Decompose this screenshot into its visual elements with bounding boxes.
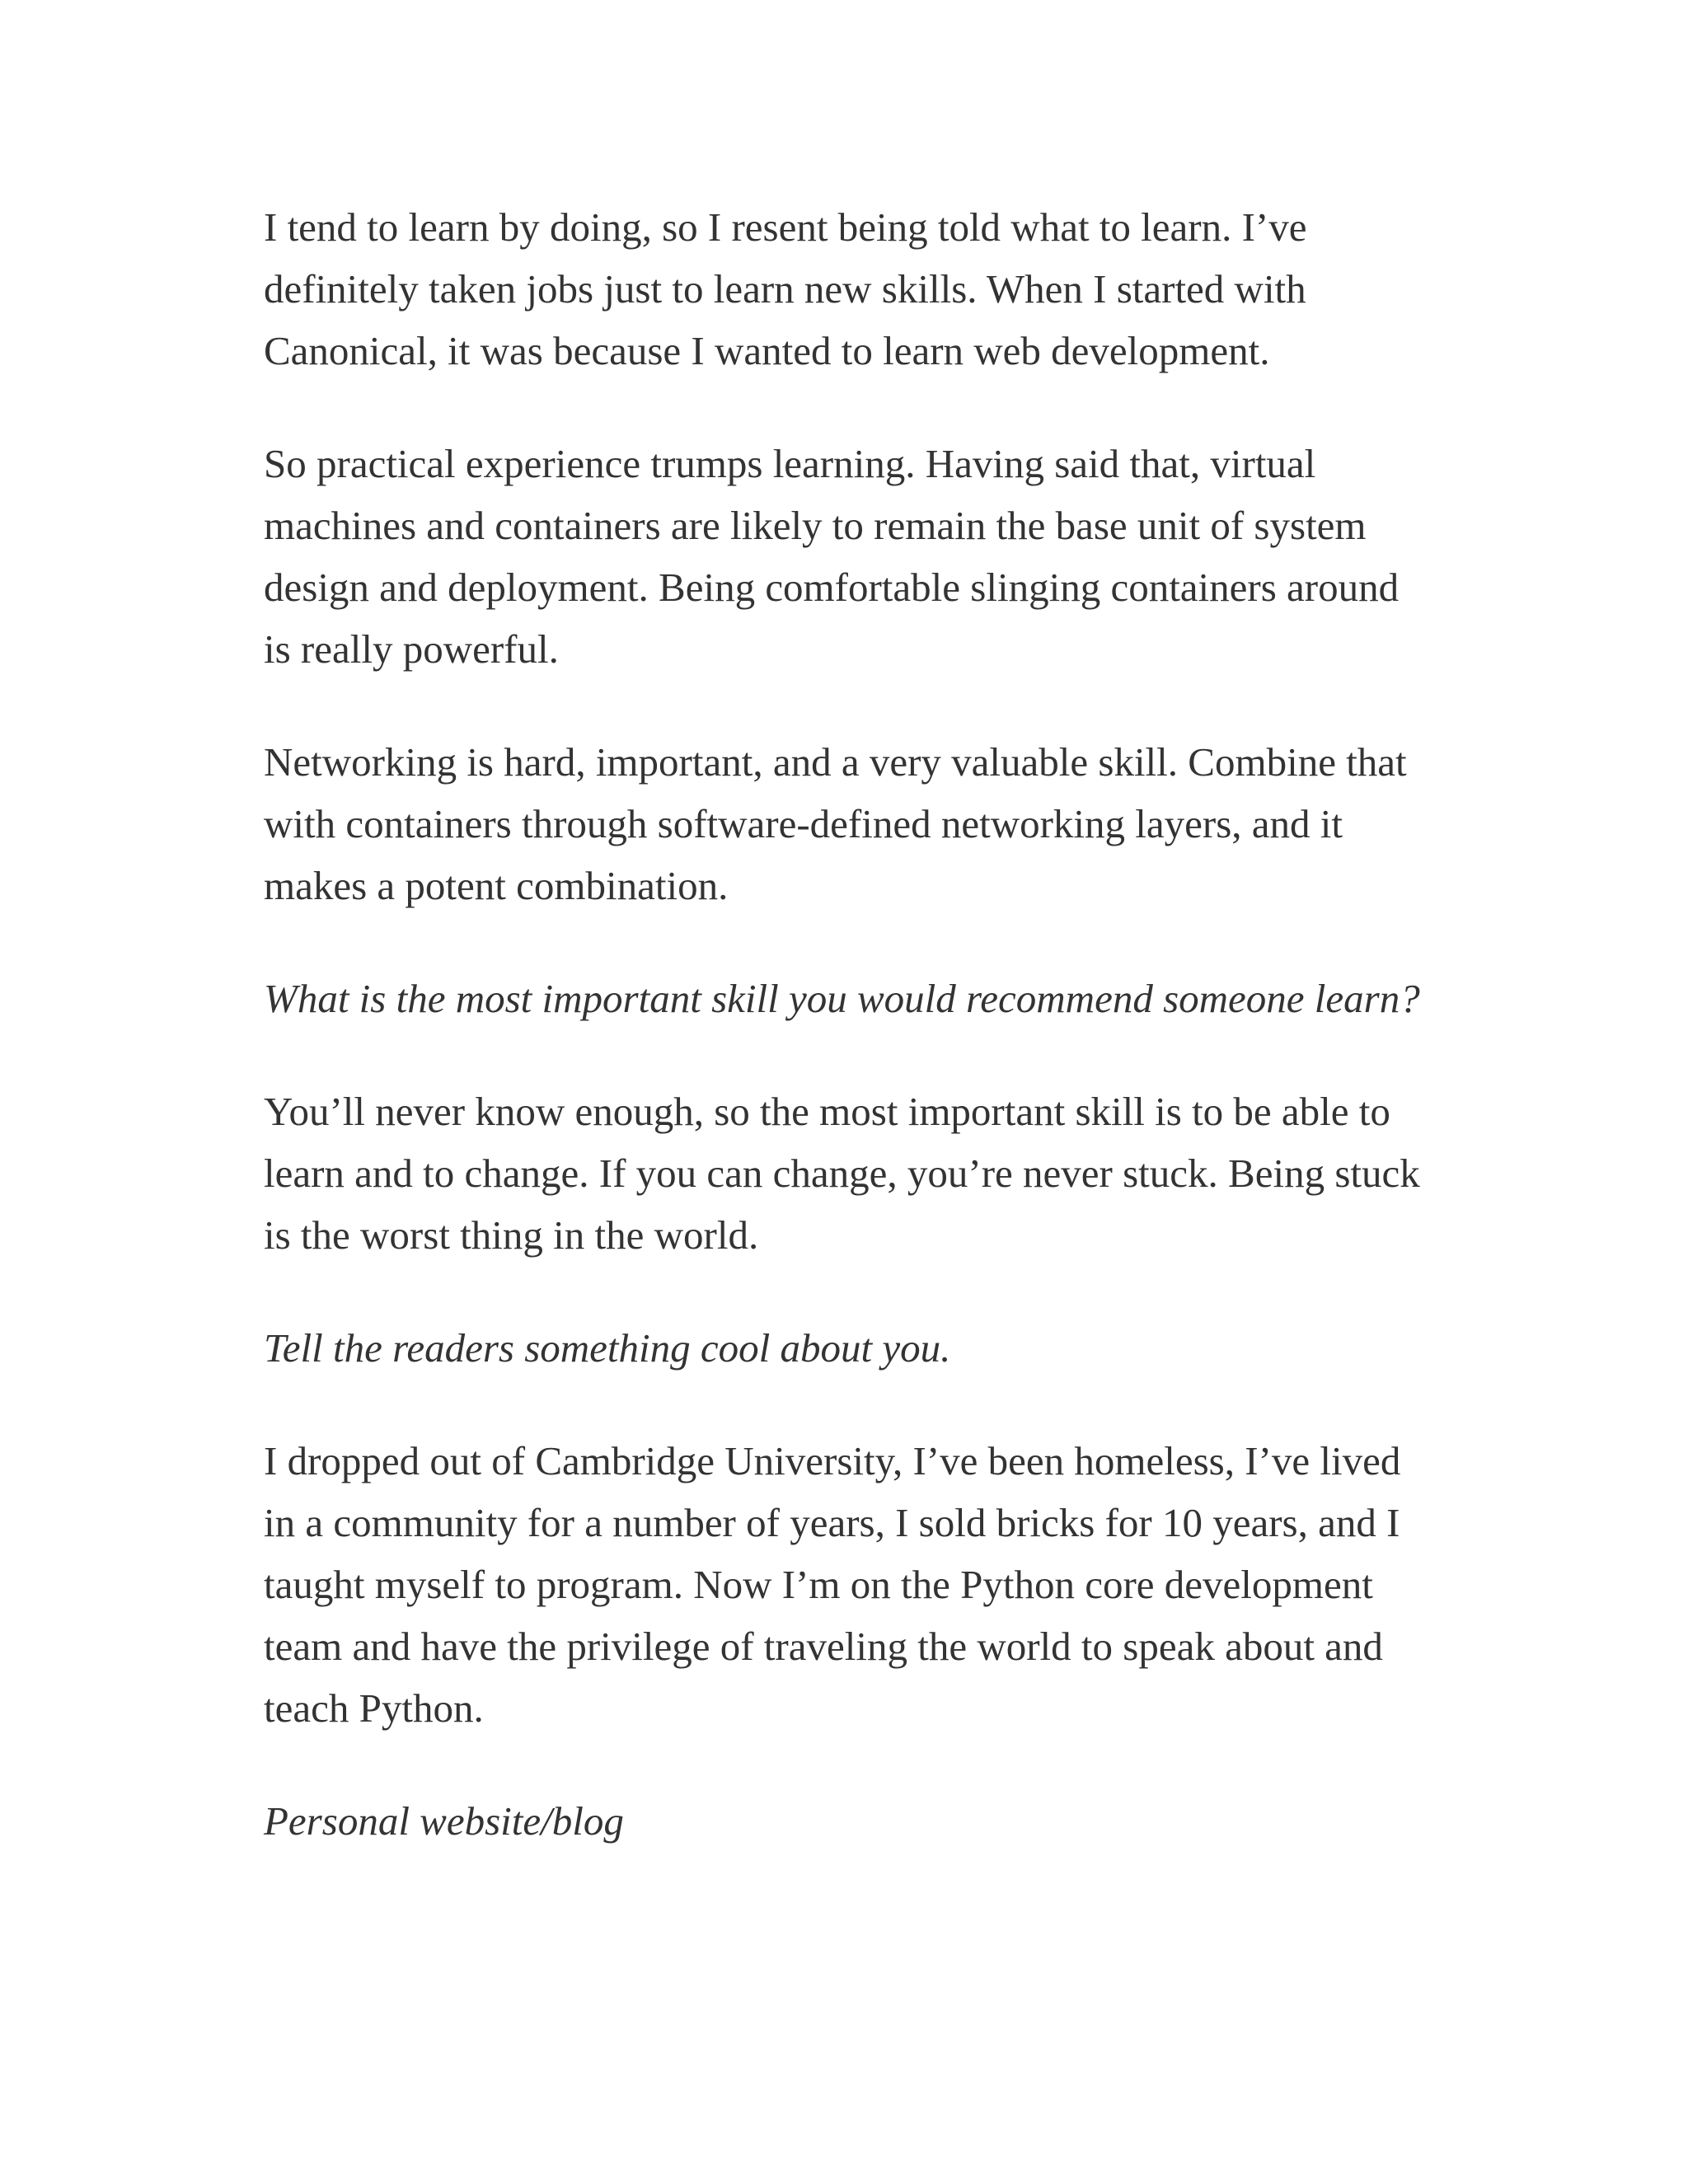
paragraph-networking: Networking is hard, important, and a very valuable skill. Combine that with containers through software-defined networking layers, and it makes a potent combination. xyxy=(264,739,1407,908)
paragraph-practical-experience: So practical experience trumps learning. Having said that, virtual machines and containers are likely to remain the base unit of system design and deployment. Being comfortable slinging containers around is really powerful. xyxy=(264,441,1400,672)
paragraph-learn-by-doing: I tend to learn by doing, so I resent being told what to learn. I’ve definitely taken jobs just to learn new skills. When I started with Canonical, it was because I wanted to learn web development. xyxy=(264,204,1307,373)
paragraph-never-know-enough: You’ll never know enough, so the most important skill is to be able to learn and to change. If you can change, you’re never stuck. Being stuck is the worst thing in the world. xyxy=(264,1089,1420,1258)
personal-website-link[interactable]: Personal website/blog xyxy=(264,1798,624,1844)
article-body xyxy=(264,196,1426,1903)
question-most-important-skill: What is the most important skill you would recommend someone learn? xyxy=(264,976,1420,1021)
question-something-cool: Tell the readers something cool about you. xyxy=(264,1325,951,1371)
paragraph-biography: I dropped out of Cambridge University, I’ve been homeless, I’ve lived in a community for a number of years, I sold bricks for 10 years, and I taught myself to program. Now I’m on the Python core development team and have the privilege of traveling the world to speak about and teach Python. xyxy=(264,1438,1401,1731)
